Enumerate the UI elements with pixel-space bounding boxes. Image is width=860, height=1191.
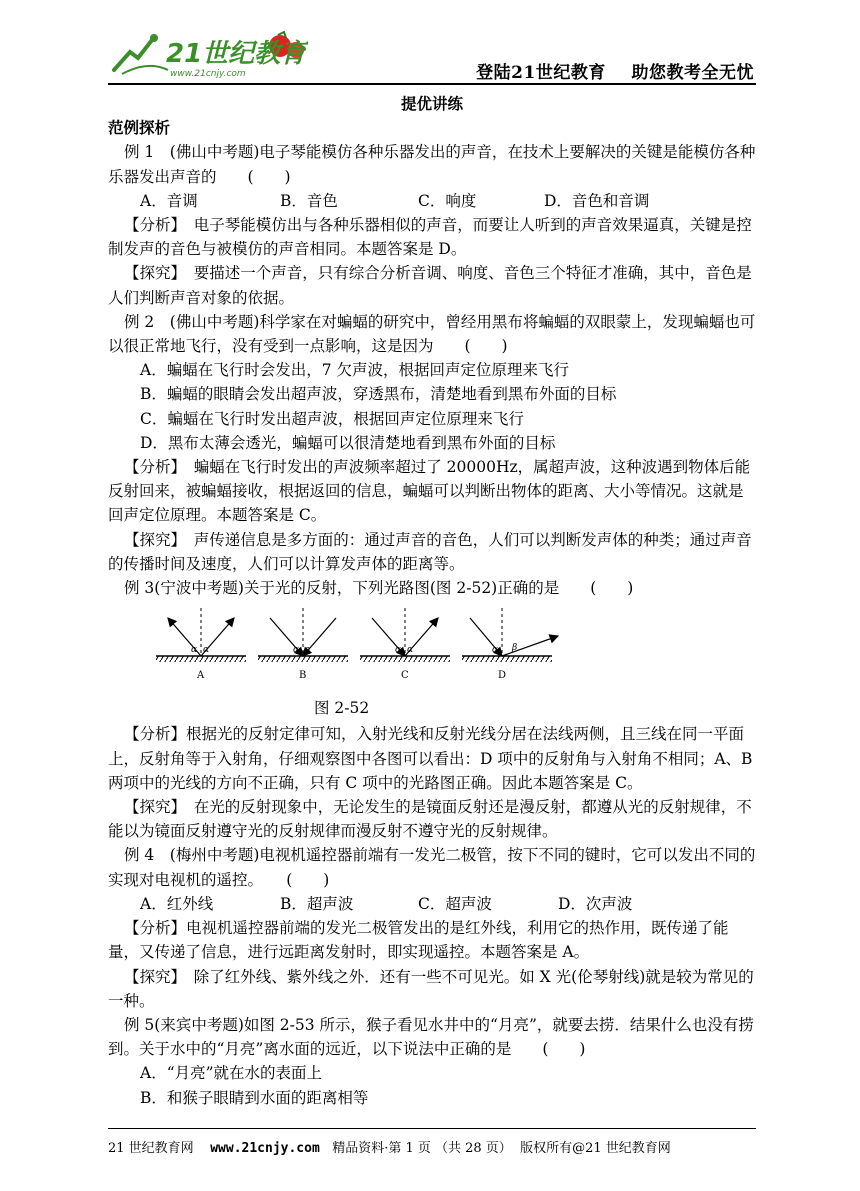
diagram-a-label: A (197, 670, 205, 682)
page-header (108, 28, 756, 84)
header-rule (108, 83, 756, 85)
example-2-question: 例 2 (佛山中考题)科学家在对蝙蝠的研究中，曾经用黑布将蝙蝠的双眼蒙上，发现蝙蝠也可以很正常地飞行，没有受到一点影响，这是因为 ( ) (108, 312, 756, 356)
example-3-question: 例 3(宁波中考题)关于光的反射，下列光路图(图 2-52)正确的是 ( ) (124, 579, 634, 598)
example-2-explore: 【探究】 声传递信息是多方面的：通过声音的音色，人们可以判断发声体的种类；通过声音的传播时间及速度，人们可以计算发声体的距离等。 (108, 530, 752, 573)
alpha-label: α (305, 645, 312, 656)
option-c: C．超声波 (418, 894, 492, 913)
option-b: B．和猴子眼睛到水面的距离相等 (140, 1088, 369, 1107)
figure-2-52 (108, 604, 756, 696)
option-c: C．响度 (418, 191, 477, 210)
option-b: B．超声波 (280, 894, 354, 913)
option-d: D．黑布太薄会透光，蝙蝠可以很清楚地看到黑布外面的目标 (140, 433, 556, 452)
21cnjy-logo-icon (108, 30, 308, 80)
diagram-c (360, 608, 450, 681)
example-4-question: 例 4 (梅州中考题)电视机遥控器前端有一发光二极管，按下不同的键时，它可以发出不同的实现对电视机的遥控。 ( ) (108, 846, 756, 889)
example-4-options (108, 892, 756, 916)
example-1-question: 例 1 (佛山中考题)电子琴能模仿各种乐器发出的声音，在技术上要解决的关键是能模仿各种乐器发出声音的 ( ) (108, 143, 756, 186)
footer-left: 21 世纪教育网 (108, 1141, 211, 1156)
footer-site-link: www.21cnjy.com (210, 1141, 320, 1156)
reflection-diagram (156, 604, 576, 694)
option-a: A．红外线 (140, 894, 214, 913)
figure-caption: 图 2-52 (314, 699, 370, 718)
footer-right: 精品资料·第 1 页 （共 28 页） 版权所有@21 世纪教育网 (319, 1141, 671, 1156)
page-footer (108, 1128, 756, 1156)
diagram-b (258, 608, 348, 681)
option-a: A．“月亮”就在水的表面上 (140, 1064, 323, 1083)
page-title: 提优讲练 (400, 95, 463, 113)
example-4-explore: 【探究】 除了红外线、紫外线之外．还有一些不可见光。如 X 光(伦琴射线)就是较为常见的一种。 (108, 967, 754, 1010)
alpha-label: α (191, 645, 198, 656)
beta-label: β (512, 643, 518, 654)
alpha-label: α (203, 645, 210, 656)
example-1-analysis: 【分析】 电子琴能模仿出与各种乐器相似的声音，而要让人听到的声音效果逼真，关键是控制发声的音色与被模仿的声音相同。本题答案是 D。 (108, 216, 752, 259)
example-5-question: 例 5(来宾中考题)如图 2-53 所示，猴子看见水井中的“月亮”，就要去捞．结果什么也没有捞到。关于水中的“月亮”离水面的远近，以下说法中正确的是 ( ) (108, 1015, 754, 1059)
header-slogan: 登陆21世纪教育 助您教考全无忧 (476, 63, 754, 83)
alpha-label: α (395, 645, 402, 656)
diagram-d-label: D (498, 670, 507, 682)
alpha-label: α (492, 645, 499, 656)
document-body (108, 92, 756, 1110)
alpha-label: α (407, 645, 414, 656)
option-a: A．蝙蝠在飞行时会发出，7 欠声波，根据回声定位原理来飞行 (140, 361, 569, 380)
example-3-analysis: 【分析】根据光的反射定律可知，入射光线和反射光线分居在法线两侧，且三线在同一平面上，反射角等于入射角，仔细观察图中各图可以看出：D 项中的反射角与入射角不相同；A、B 两项中的光线的方向不正确，只有 C 项中的光路图正确。因此本题答案是 C。 (108, 725, 753, 792)
option-a: A．音调 (140, 191, 198, 210)
example-4-analysis: 【分析】电视机遥控器前端的发光二极管发出的是红外线，利用它的热作用，既传递了能量，又传递了信息，进行远距离发射时，即实现遥控。本题答案是 A。 (108, 919, 729, 962)
example-3-explore: 【探究】 在光的反射现象中，无论发生的是镜面反射还是漫反射，都遵从光的反射规律，不能以为镜面反射遵守光的反射规律而漫反射不遵守光的反射规律。 (108, 798, 752, 841)
example-1-options (108, 189, 756, 213)
example-2-analysis: 【分析】 蝙蝠在飞行时发出的声波频率超过了 20000Hz，属超声波，这种波遇到物体后能反射回来，被蝙蝠接收，根据返回的信息，蝙蝠可以判断出物体的距离、大小等情况。这就是回声定位原理。本题答案是 C。 (108, 458, 751, 525)
example-1-explore: 【探究】 要描述一个声音，只有综合分析音调、响度、音色三个特征才准确，其中，音色是人们判断声音对象的依据。 (108, 264, 752, 307)
option-d: D．音色和音调 (544, 191, 650, 210)
diagram-b-label: B (299, 670, 307, 682)
diagram-c-label: C (401, 670, 409, 682)
diagram-d (462, 608, 558, 681)
option-b: B．蝙蝠的眼睛会发出超声波，穿透黑布，清楚地看到黑布外面的目标 (140, 385, 617, 404)
logo-text: 21世纪教育 (166, 39, 307, 69)
alpha-label: α (293, 645, 300, 656)
section-heading: 范例探析 (108, 119, 171, 138)
logo-url-text: www.21cnjy.com (170, 69, 246, 79)
diagram-a (156, 608, 246, 681)
option-b: B．音色 (280, 191, 338, 210)
option-d: D．次声波 (558, 894, 633, 913)
option-c: C．蝙蝠在飞行时发出超声波，根据回声定位原理来飞行 (140, 409, 524, 428)
